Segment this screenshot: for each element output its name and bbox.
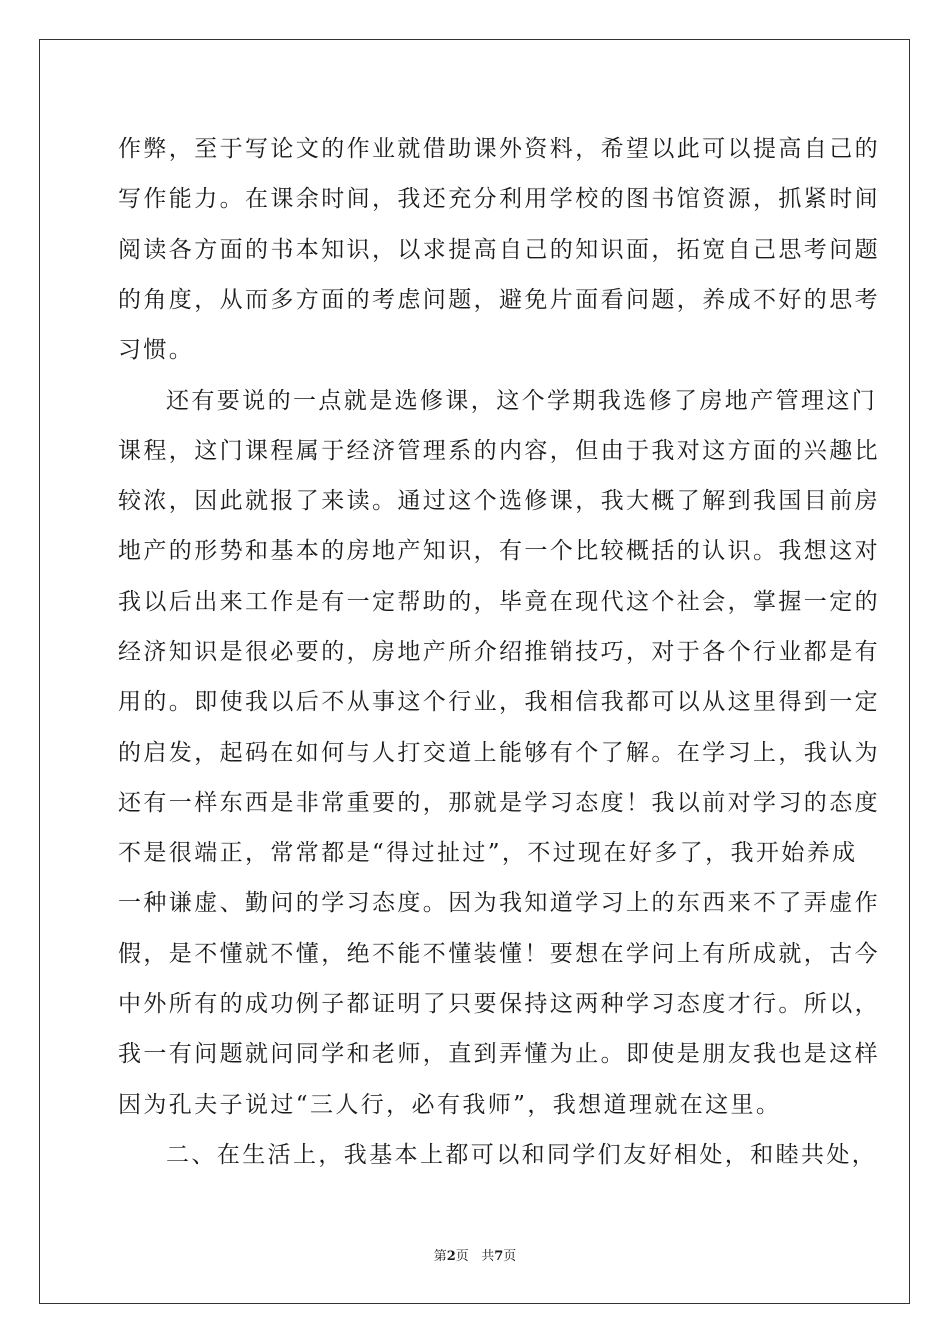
text-line: 阅读各方面的书本知识，以求提高自己的知识面，拓宽自己思考问题 (118, 237, 880, 263)
footer-page-number: 2 (446, 1249, 456, 1264)
footer-page-suffix: 页 (455, 1249, 469, 1264)
page-footer (0, 1248, 950, 1266)
footer-total-suffix: 页 (503, 1249, 517, 1264)
text-line: 我以后出来工作是有一定帮助的，毕竟在现代这个社会，掌握一定的 (118, 589, 880, 615)
text-line: 的启发，起码在如何与人打交道上能够有个了解。在学习上，我认为 (118, 740, 880, 766)
text-line: 课程，这门课程属于经济管理系的内容，但由于我对这方面的兴趣比 (118, 438, 880, 464)
text-line: 还有一样东西是非常重要的，那就是学习态度！我以前对学习的态度 (118, 790, 880, 816)
text-line: 习惯。 (118, 337, 195, 363)
text-line: 因为孔夫子说过“三人行，必有我师”，我想道理就在这里。 (118, 1092, 782, 1118)
paragraph-start-line: 还有要说的一点就是选修课，这个学期我选修了房地产管理这门 (166, 388, 878, 414)
text-line: 经济知识是很必要的，房地产所介绍推销技巧，对于各个行业都是有 (118, 639, 880, 665)
paragraph-start-line: 二、在生活上，我基本上都可以和同学们友好相处，和睦共处， (166, 1142, 878, 1168)
text-line: 的角度，从而多方面的考虑问题，避免片面看问题，养成不好的思考 (118, 287, 880, 313)
text-line: 不是很端正，常常都是“得过扯过”，不过现在好多了，我开始养成 (118, 840, 858, 866)
text-line: 用的。即使我以后不从事这个行业，我相信我都可以从这里得到一定 (118, 689, 880, 715)
text-line: 假，是不懂就不懂，绝不能不懂装懂！要想在学问上有所成就，古今 (118, 941, 880, 967)
text-line: 我一有问题就问同学和老师，直到弄懂为止。即使是朋友我也是这样 (118, 1041, 880, 1067)
footer-prefix: 第 (433, 1249, 447, 1264)
text-line: 较浓，因此就报了来读。通过这个选修课，我大概了解到我国目前房 (118, 488, 880, 514)
text-line: 中外所有的成功例子都证明了只要保持这两种学习态度才行。所以， (118, 991, 880, 1017)
footer-total-pages: 7 (494, 1249, 504, 1264)
text-line: 写作能力。在课余时间，我还充分利用学校的图书馆资源，抓紧时间 (118, 186, 880, 212)
text-line: 作弊，至于写论文的作业就借助课外资料，希望以此可以提高自己的 (118, 136, 880, 162)
text-line: 一种谦虚、勤问的学习态度。因为我知道学习上的东西来不了弄虚作 (118, 890, 880, 916)
text-line: 地产的形势和基本的房地产知识，有一个比较概括的认识。我想这对 (118, 538, 880, 564)
footer-total-prefix: 共 (481, 1249, 495, 1264)
